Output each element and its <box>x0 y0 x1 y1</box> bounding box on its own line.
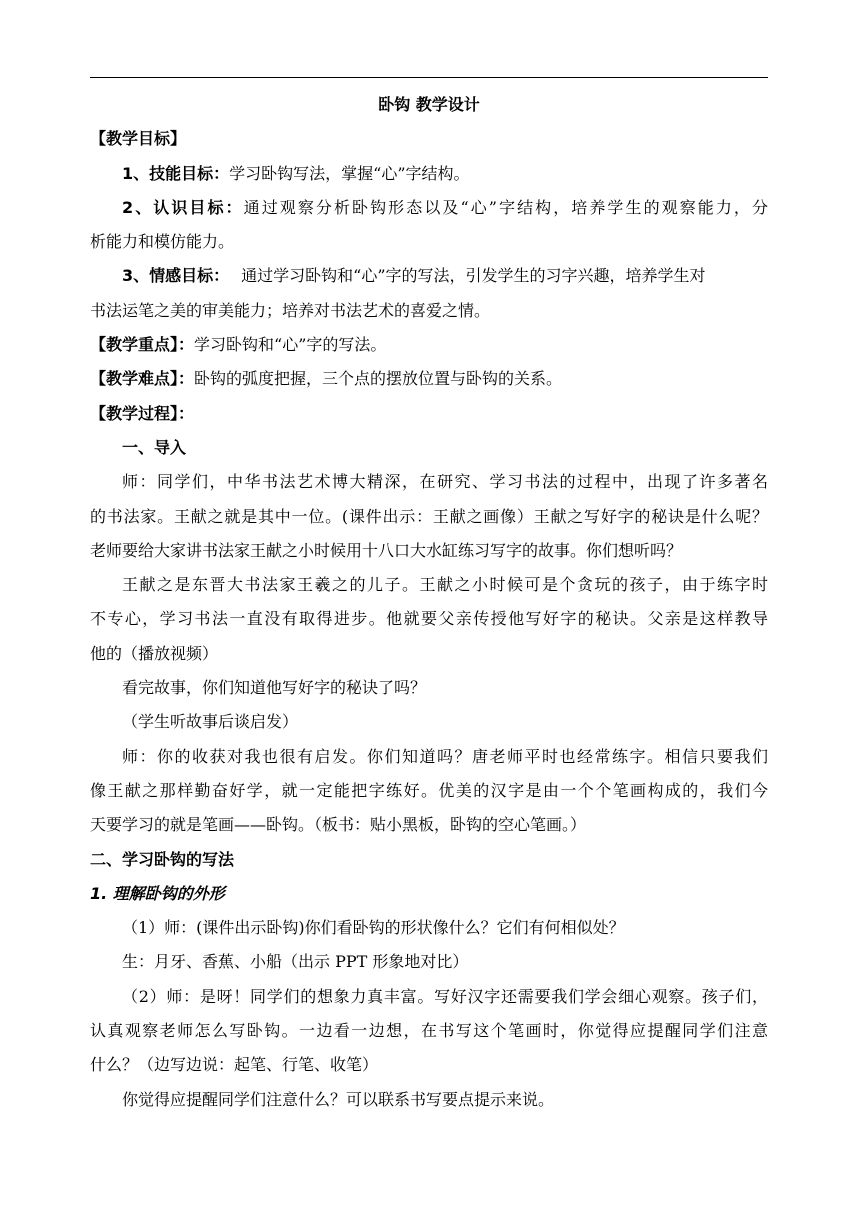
paragraph-5-line1: 师：你的收获对我也很有启发。你们知道吗？唐老师平时也经常练字。相信只要我们 <box>122 746 768 766</box>
emo-objective-line2: 书法运笔之美的审美能力；培养对书法艺术的喜爱之情。 <box>90 300 491 320</box>
emo-label: 3、情感目标： <box>122 266 230 286</box>
document-body <box>90 88 768 1117</box>
question-2-line3: 什么？（边写边说：起笔、行笔、收笔） <box>90 1055 379 1075</box>
paragraph-2-line2: 不专心，学习书法一直没有取得进步。他就要父亲传授他写好字的秘诀。父亲是这样教导 <box>90 609 768 629</box>
paragraph-2-line1: 王献之是东晋大书法家王羲之的儿子。王献之小时候可是个贪玩的孩子，由于练字时 <box>122 575 768 595</box>
objectives-heading: 【教学目标】 <box>90 129 187 149</box>
emo-text-1: 通过学习卧钩和“心”字的写法，引发学生的习字兴趣，培养学生对 <box>241 266 706 286</box>
question-2-line1: （2）师：是呀！同学们的想象力真丰富。写好汉字还需要我们学会细心观察。孩子们， <box>122 986 768 1006</box>
skill-label: 1、技能目标： <box>122 163 230 183</box>
question-2-line2: 认真观察老师怎么写卧钩。一边看一边想，在书写这个笔画时，你觉得应提醒同学们注意 <box>90 1021 768 1041</box>
section-2-heading: 二、学习卧钩的写法 <box>90 849 235 869</box>
paragraph-3: 看完故事，你们知道他写好字的秘诀了吗？ <box>122 678 427 698</box>
paragraph-1-line1: 师：同学们，中华书法艺术博大精深，在研究、学习书法的过程中，出现了许多著名 <box>122 472 768 492</box>
process-heading: 【教学过程】： <box>90 403 195 423</box>
difficulty <box>90 362 768 396</box>
skill-objective <box>90 157 768 191</box>
cog-label: 2、认识目标： <box>122 197 244 217</box>
answer-1: 生：月牙、香蕉、小船（出示 PPT 形象地对比） <box>122 952 469 972</box>
paragraph-1-line2: 的书法家。王献之就是其中一位。(课件出示：王献之画像）王献之写好字的秘诀是什么呢？ <box>90 506 768 526</box>
key-point-label: 【教学重点】： <box>90 335 195 355</box>
emo-objective-line1 <box>90 259 768 293</box>
paragraph-5-line3: 天要学习的就是笔画——卧钩。（板书：贴小黑板，卧钩的空心笔画。） <box>90 815 587 835</box>
difficulty-label: 【教学难点】： <box>90 369 195 389</box>
page-title: 卧钩 教学设计 <box>378 95 480 114</box>
header-rule <box>90 77 768 78</box>
cog-objective-line2: 析能力和模仿能力。 <box>90 232 235 252</box>
key-point <box>90 328 768 362</box>
paragraph-5-line2: 像王献之那样勤奋好学，就一定能把字练好。优美的汉字是由一个个笔画构成的，我们今 <box>90 780 768 800</box>
question-3: 你觉得应提醒同学们注意什么？可以联系书写要点提示来说。 <box>122 1089 555 1109</box>
skill-text: 学习卧钩写法，掌握“心”字结构。 <box>229 163 470 183</box>
paragraph-4: （学生听故事后谈启发） <box>122 712 299 732</box>
cog-objective-line1 <box>90 191 768 225</box>
paragraph-2-line3: 他的（播放视频） <box>90 643 219 663</box>
subsection-1-heading: 1. 理解卧钩的外形 <box>90 883 225 903</box>
paragraph-1-line3: 老师要给大家讲书法家王献之小时候用十八口大水缸练习写字的故事。你们想听吗？ <box>90 540 683 560</box>
question-1: （1）师：(课件出示卧钩)你们看卧钩的形状像什么？它们有何相似处？ <box>122 918 625 938</box>
difficulty-text: 卧钩的弧度把握，三个点的摆放位置与卧钩的关系。 <box>194 369 563 389</box>
intro-heading: 一、导入 <box>122 437 187 457</box>
key-point-text: 学习卧钩和“心”字的写法。 <box>194 335 387 355</box>
cog-text-1: 通过观察分析卧钩形态以及“心”字结构，培养学生的观察能力，分 <box>243 197 768 217</box>
